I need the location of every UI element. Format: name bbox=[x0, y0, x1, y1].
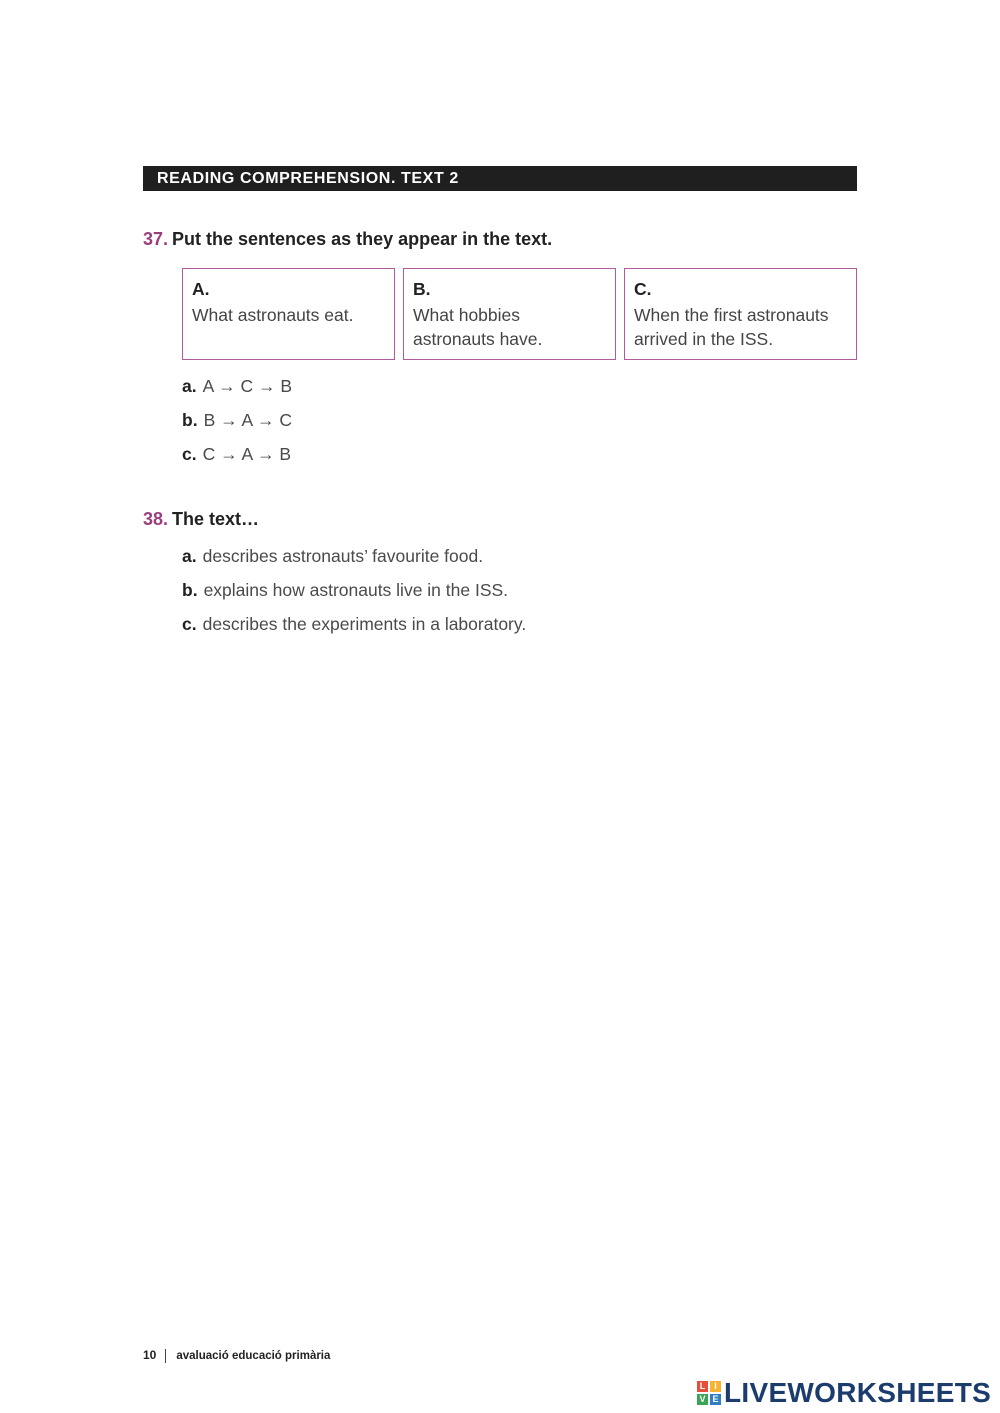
question-38-prompt: The text… bbox=[172, 509, 260, 529]
sentence-box-b-text: What hobbies astronauts have. bbox=[413, 305, 543, 349]
question-37 bbox=[143, 229, 552, 250]
liveworksheets-logo-text: LIVEWORKSHEETS bbox=[724, 1377, 992, 1408]
q38-option-b[interactable] bbox=[182, 580, 508, 601]
sentence-box-c bbox=[624, 268, 857, 360]
q38-option-a-letter: a. bbox=[182, 546, 197, 566]
q38-option-a-text: describes astronauts’ favourite food. bbox=[202, 546, 484, 566]
logo-mark-v: V bbox=[697, 1394, 708, 1405]
q37-option-b-text: B → A → C bbox=[203, 410, 293, 430]
logo-mark-i: I bbox=[710, 1381, 721, 1392]
question-38-number: 38. bbox=[143, 509, 169, 529]
sentence-box-a bbox=[182, 268, 395, 360]
sentence-box-a-text: What astronauts eat. bbox=[192, 305, 354, 325]
sentence-box-b bbox=[403, 268, 616, 360]
q37-option-c-letter: c. bbox=[182, 444, 197, 464]
page-number: 10 bbox=[143, 1348, 157, 1362]
logo-mark-e: E bbox=[710, 1394, 721, 1405]
q38-option-c-text: describes the experiments in a laboratory. bbox=[202, 614, 527, 634]
sentence-box-b-letter: B. bbox=[413, 279, 431, 299]
liveworksheets-logo-icon bbox=[697, 1381, 721, 1405]
q38-option-c-letter: c. bbox=[182, 614, 197, 634]
q38-option-a[interactable] bbox=[182, 546, 483, 567]
section-header: READING COMPREHENSION. TEXT 2 bbox=[143, 166, 857, 191]
q37-option-c-text: C → A → B bbox=[202, 444, 292, 464]
logo-mark-l: L bbox=[697, 1381, 708, 1392]
liveworksheets-logo[interactable] bbox=[697, 1376, 991, 1410]
question-38 bbox=[143, 509, 259, 530]
q37-option-a-text: A → C → B bbox=[202, 376, 293, 396]
q37-option-c[interactable] bbox=[182, 444, 291, 465]
q37-option-b-letter: b. bbox=[182, 410, 198, 430]
sentence-box-c-text: When the first astronauts arrived in the ISS. bbox=[634, 305, 829, 349]
q38-option-c[interactable] bbox=[182, 614, 526, 635]
q37-option-a[interactable] bbox=[182, 376, 292, 397]
q37-option-b[interactable] bbox=[182, 410, 292, 431]
sentence-box-c-letter: C. bbox=[634, 279, 652, 299]
q38-option-b-text: explains how astronauts live in the ISS. bbox=[203, 580, 509, 600]
question-37-number: 37. bbox=[143, 229, 169, 249]
q37-option-a-letter: a. bbox=[182, 376, 197, 396]
sentence-box-a-letter: A. bbox=[192, 279, 210, 299]
page-footer bbox=[143, 1348, 330, 1363]
q38-option-b-letter: b. bbox=[182, 580, 198, 600]
footer-divider bbox=[165, 1349, 166, 1363]
footer-text: avaluació educació primària bbox=[176, 1350, 331, 1362]
question-37-prompt: Put the sentences as they appear in the text. bbox=[172, 229, 553, 249]
